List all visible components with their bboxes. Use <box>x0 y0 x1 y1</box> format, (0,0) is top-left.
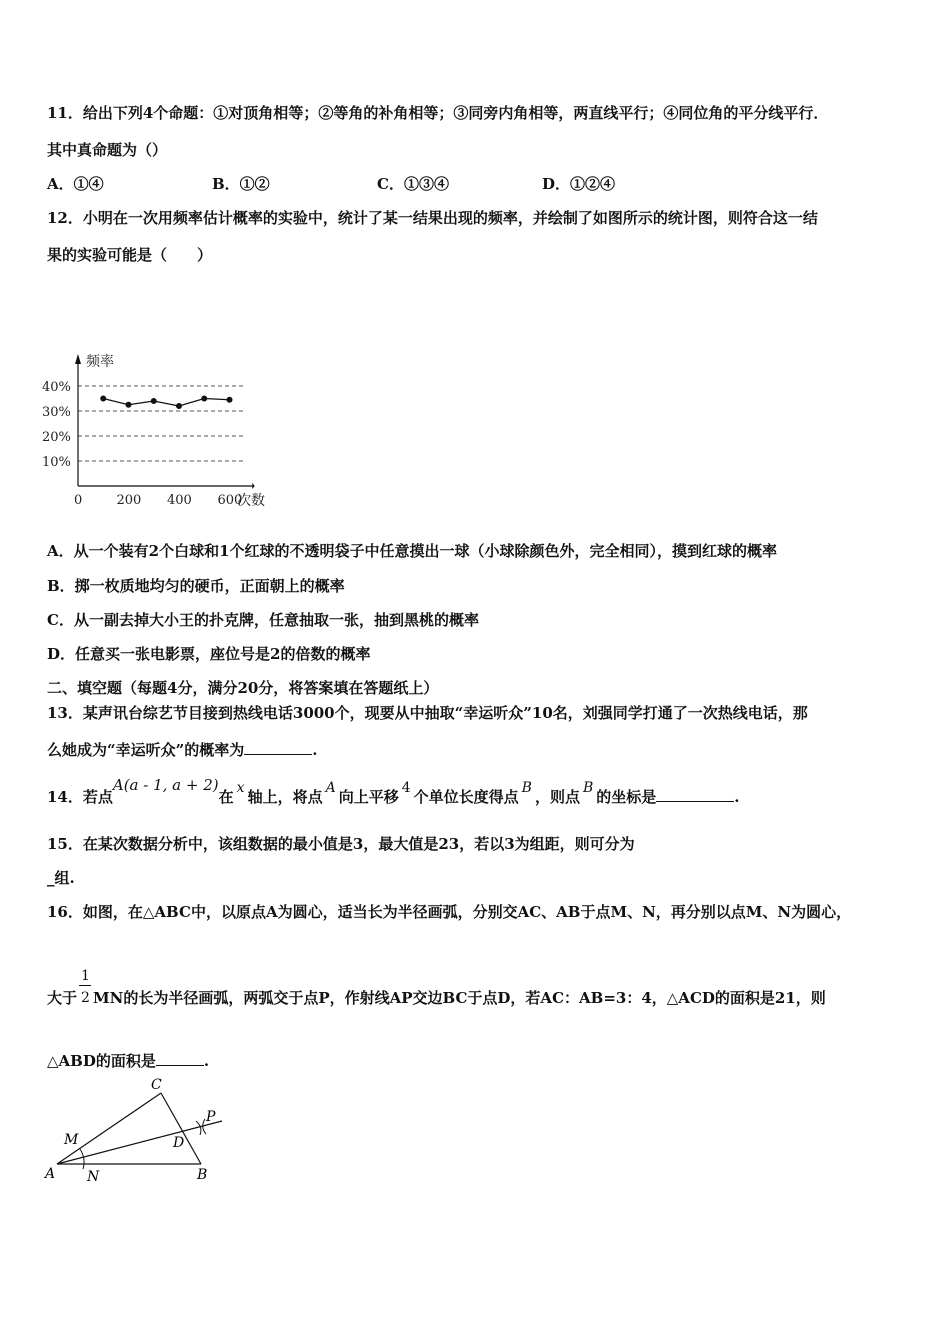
q12-option-d: D．任意买一张电影票，座位号是2的倍数的概率 <box>47 645 371 663</box>
x-tick-label: 400 <box>167 493 192 508</box>
q14-text-5: 个单位长度得点 <box>413 788 519 806</box>
label-b: B <box>197 1167 208 1183</box>
q11-option-c: C．①③④ <box>377 175 449 193</box>
q14-point-a: A <box>325 780 336 796</box>
series-line <box>103 399 229 407</box>
q11-option-d: D．①②④ <box>542 175 616 193</box>
q12-line2: 果的实验可能是（ ） <box>47 246 213 264</box>
label-n: N <box>87 1169 100 1185</box>
label-p: P <box>206 1109 216 1125</box>
x-tick-label: 0 <box>74 493 83 508</box>
q14-point-b2: B <box>582 780 594 796</box>
chart-series <box>100 396 232 410</box>
q13-line2-end: . <box>312 741 318 759</box>
q14-text-2: 在 <box>218 788 234 806</box>
q14-text-8: . <box>734 788 740 806</box>
q16-line2 <box>47 968 826 1008</box>
y-tick-label: 40% <box>42 380 71 395</box>
data-point <box>126 402 132 408</box>
q16-line1: 16．如图，在△ABC中，以原点A为圆心，适当长为半径画弧，分别交AC、AB于点M、N，再分别以点M、N为圆心， <box>47 903 852 921</box>
q14-point-b1: B <box>521 780 532 796</box>
label-c: C <box>151 1077 162 1093</box>
q14-text-1: 14．若点 <box>47 788 113 806</box>
q16-line3-end: . <box>203 1052 210 1070</box>
q16-answer-blank[interactable] <box>156 1051 204 1066</box>
data-point <box>201 396 207 402</box>
q14-x: x <box>236 780 245 796</box>
y-tick-label: 20% <box>42 430 71 445</box>
x-tick-label: 600 <box>217 493 243 508</box>
q16-frac-den: 2 <box>81 990 90 1006</box>
x-axis-arrow <box>252 483 255 489</box>
data-point <box>100 396 106 402</box>
q14-text-4: 向上平移 <box>338 788 399 806</box>
q14-text-3: 轴上，将点 <box>247 788 323 806</box>
q14-four: 4 <box>401 780 411 796</box>
label-d: D <box>173 1135 185 1151</box>
x-tick-label: 200 <box>116 493 142 508</box>
q15-line1: 15．在某次数据分析中，该组数据的最小值是3，最大值是23，若以3为组距，则可分为 <box>47 835 635 853</box>
y-axis-arrow <box>75 354 81 364</box>
q14-text-7: 的坐标是 <box>596 788 657 806</box>
q13-line2 <box>47 740 318 760</box>
y-tick-label: 30% <box>42 405 71 420</box>
q16-frac-num: 1 <box>81 968 90 984</box>
q16-line2-rest: MN的长为半径画弧，两弧交于点P，作射线AP交边BC于点D，若AC：AB=3：4，△ACD的面积是21，则 <box>93 989 826 1007</box>
frequency-chart <box>38 346 278 514</box>
q15-line2: _组. <box>47 869 75 887</box>
q13-line1: 13．某声讯台综艺节目接到热线电话3000个，现要从中抽取“幸运听众”10名，刘强同学打通了一次热线电话，那 <box>47 704 808 722</box>
data-point <box>176 403 182 409</box>
q12-option-b: B．掷一枚质地均匀的硬币，正面朝上的概率 <box>47 577 345 595</box>
label-a: A <box>45 1166 56 1182</box>
q12-option-c: C．从一副去掉大小王的扑克牌，任意抽取一张，抽到黑桃的概率 <box>47 611 479 629</box>
label-m: M <box>64 1132 79 1148</box>
y-axis-label: 频率 <box>86 354 114 370</box>
q16-line3-text: △ABD的面积是 <box>47 1052 156 1070</box>
q14-point-expr: A(a - 1, a + 2) <box>112 776 219 794</box>
q12-option-a: A．从一个装有2个白球和1个红球的不透明袋子中任意摸出一球（小球除颜色外，完全相同），摸到红球的概率 <box>47 542 778 560</box>
arc-mn <box>80 1149 84 1169</box>
q11-option-b: B．①② <box>212 175 270 193</box>
section2-heading: 二、填空题（每题4分，满分20分，将答案填在答题纸上） <box>47 679 439 697</box>
q16-line3 <box>47 1051 209 1071</box>
q13-line2-text: 么她成为“幸运听众”的概率为 <box>47 741 245 759</box>
q14-text-6: ，则点 <box>534 788 580 806</box>
data-point <box>151 398 157 404</box>
q14-line <box>47 776 740 808</box>
data-point <box>227 397 233 403</box>
q14-answer-blank[interactable] <box>656 787 734 802</box>
q11-line1: 11．给出下列4个命题：①对顶角相等；②等角的补角相等；③同旁内角相等，两直线平行；④同位角的平分线平行． <box>47 104 829 122</box>
chart-axes <box>75 354 255 489</box>
y-tick-label: 10% <box>42 455 71 470</box>
triangle-figure <box>38 1075 238 1187</box>
q13-answer-blank[interactable] <box>244 740 312 755</box>
x-axis-label: 次数 <box>237 493 266 509</box>
side-ac <box>57 1093 161 1164</box>
q12-line1: 12．小明在一次用频率估计概率的实验中，统计了某一结果出现的频率，并绘制了如图所示的统计图，则符合这一结 <box>47 209 818 227</box>
q11-option-a: A．①④ <box>47 175 104 193</box>
q11-line2: 其中真命题为（） <box>47 141 168 159</box>
q16-fraction <box>77 968 93 1008</box>
q16-line2-start: 大于 <box>47 989 78 1007</box>
q16-frac-bar <box>79 985 91 986</box>
